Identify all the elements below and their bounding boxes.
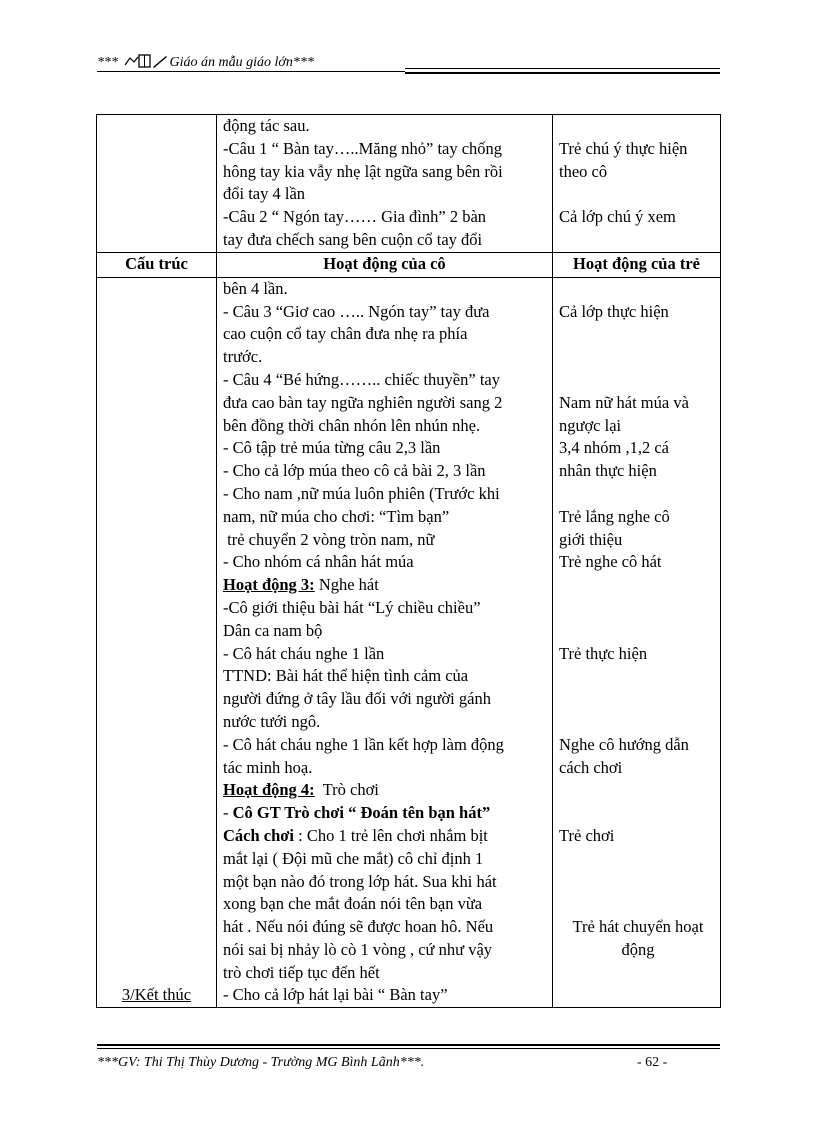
- activity-4-heading: Hoạt động 4: Trò chơi: [223, 780, 379, 800]
- header-title: Giáo án mẫu giáo lớn***: [169, 55, 314, 70]
- header-rule-thick: [405, 72, 720, 74]
- page-header: [97, 53, 720, 77]
- header-rule: [405, 68, 720, 69]
- structure-cell: [97, 115, 217, 253]
- column-header-teacher: Hoạt động của cô: [217, 252, 553, 277]
- header-underline: [97, 71, 405, 72]
- child-cell: Cả lớp thực hiện Nam nữ hát múa và ngược lại 3,4 nhóm ,1,2 cá nhân thực hiện Trẻ lắng nghe cô giới thiệu Trẻ nghe cô hát Trẻ thực hiện Nghe cô hướng dẫn cách chơi Trẻ chơi Trẻ hát chuyển hoạt động: [553, 277, 721, 1008]
- page-footer: [97, 1044, 720, 1084]
- page-number: - 62 -: [637, 1055, 668, 1070]
- activity-3-heading: Hoạt động 3: Nghe hát: [223, 575, 379, 595]
- footer-rule: [97, 1048, 720, 1049]
- table-header-row: [97, 252, 721, 277]
- header-text: [97, 53, 314, 71]
- column-header-child: Hoạt động của trẻ: [553, 252, 721, 277]
- table-row: [97, 277, 721, 1008]
- footer-text: ***GV: Thi Thị Thùy Dương - Trường MG Bình Lãnh***.: [97, 1055, 425, 1070]
- footer-rule-thick: [97, 1044, 720, 1046]
- section-label-end: 3/Kết thúc: [121, 985, 192, 1005]
- teacher-cell: động tác sau. -Câu 1 “ Bàn tay…..Măng nhỏ” tay chống hông tay kia vẫy nhẹ lật ngữa sang bên rồi đổi tay 4 lần -Câu 2 “ Ngón tay…… Gia đình” 2 bàn tay đưa chếch sang bên cuộn cổ tay đổi: [217, 115, 553, 253]
- book-pen-icon: [124, 53, 168, 69]
- child-cell: Trẻ chú ý thực hiện theo cô Cả lớp chú ý xem: [553, 115, 721, 253]
- lesson-table: [96, 114, 721, 1008]
- teacher-cell: bên 4 lần. - Câu 3 “Giơ cao ….. Ngón tay” tay đưa cao cuộn cổ tay chân đưa nhẹ ra phía trước. - Câu 4 “Bé hứng…….. chiếc thuyền” tay đưa cao bàn tay ngữa nghiên người sang 2 bên đồng thời chân nhón lên nhún nhẹ. - Cô tập trẻ múa từng câu 2,3 lần - Cho cả lớp múa theo cô cả bài 2, 3 lần - Cho nam ,nữ múa luôn phiên (Trước khi nam, nữ múa cho chơi: “Tìm bạn” trẻ chuyển 2 vòng tròn nam, nữ - Cho nhóm cá nhân hát múa Hoạt động 3: Nghe hát -Cô giới thiệu bài hát “Lý chiều chiều” Dân ca nam bộ - Cô hát cháu nghe 1 lần TTND: Bài hát thể hiện tình cảm của người đứng ở tây lầu đối với người gánh nước tưới ngô. - Cô hát cháu nghe 1 lần kết hợp làm động tác minh hoạ. Hoạt động 4: Trò chơi - Cô GT Trò chơi “ Đoán tên bạn hát” Cách chơi : Cho 1 trẻ lên chơi nhắm bịt mắt lại ( Đội mũ che mắt) cô chỉ định 1 một bạn nào đó trong lớp hát. Sua khi hát xong bạn che mắt đoán nói tên bạn vừa hát . Nếu nói đúng sẽ được hoan hô. Nếu nói sai bị nhảy lò cò 1 vòng , cứ như vậy trò chơi tiếp tục đến hết - Cho cả lớp hát lại bài “ Bàn tay”: [217, 277, 553, 1008]
- table-row: [97, 115, 721, 253]
- header-prefix: ***: [97, 55, 122, 70]
- column-header-structure: Cấu trúc: [97, 252, 217, 277]
- structure-cell: [97, 277, 217, 1008]
